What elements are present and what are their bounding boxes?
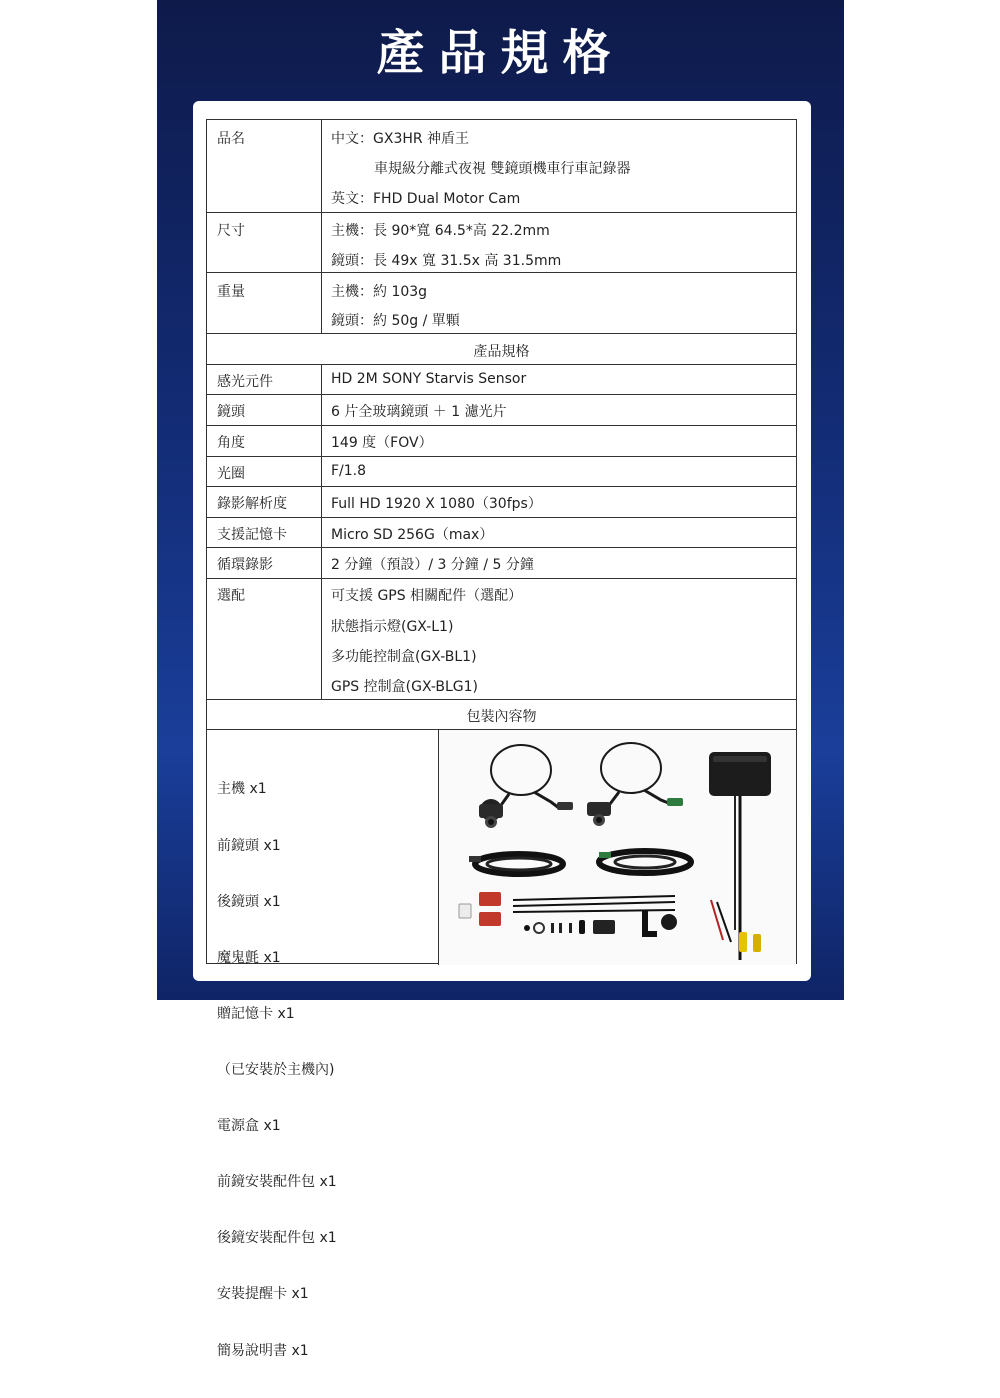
package-list	[217, 743, 337, 1398]
list-item: （已安裝於主機內)	[217, 1061, 335, 1078]
list-item: 後鏡安裝配件包 x1	[217, 1230, 337, 1247]
row-angle	[207, 425, 796, 456]
value-optional-1: 可支援 GPS 相關配件（選配）	[331, 588, 523, 604]
value-name-desc: 車規級分離式夜視 雙鏡頭機車行車記錄器	[374, 161, 631, 177]
label-size: 尺寸	[217, 223, 245, 239]
package-illustration	[439, 730, 796, 965]
spec-table	[206, 119, 797, 1359]
row-package-header	[207, 699, 796, 729]
label-optional: 選配	[217, 588, 245, 604]
label-name: 品名	[217, 131, 245, 147]
value-memory: Micro SD 256G（max）	[331, 527, 494, 543]
row-resolution	[207, 486, 796, 517]
row-sensor	[207, 364, 796, 394]
value-size-lens: 鏡頭：長 49x 寬 31.5x 高 31.5mm	[331, 253, 562, 269]
package-header: 包裝內容物	[466, 709, 537, 725]
value-sensor: HD 2M SONY Starvis Sensor	[331, 371, 527, 387]
label-memory: 支援記憶卡	[217, 527, 287, 543]
label-aperture: 光圈	[217, 466, 245, 482]
row-lens	[207, 394, 796, 425]
list-item: 安裝提醒卡 x1	[217, 1286, 309, 1303]
row-weight	[207, 272, 796, 333]
value-optional-4: GPS 控制盒(GX-BLG1)	[331, 679, 479, 695]
list-item: 主機 x1	[217, 781, 267, 798]
row-package	[207, 729, 796, 1359]
value-angle: 149 度（FOV）	[331, 435, 433, 451]
row-optional	[207, 578, 796, 699]
value-optional-2: 狀態指示燈(GX-L1)	[331, 619, 454, 635]
package-contents-photo	[438, 730, 796, 965]
spec-header: 產品規格	[473, 344, 530, 360]
value-loop: 2 分鐘（預設）/ 3 分鐘 / 5 分鐘	[331, 557, 534, 573]
list-item: 前鏡頭 x1	[217, 837, 281, 854]
row-name	[207, 120, 796, 212]
page-title: 產品規格	[376, 25, 625, 81]
label-resolution: 錄影解析度	[217, 496, 287, 512]
value-name-zh: 中文：GX3HR 神盾王	[331, 131, 470, 147]
row-aperture	[207, 456, 796, 486]
value-lens: 6 片全玻璃鏡頭 ＋ 1 濾光片	[331, 404, 507, 420]
list-item: 電源盒 x1	[217, 1118, 281, 1135]
label-loop: 循環錄影	[217, 557, 273, 573]
value-size-main: 主機：長 90*寬 64.5*高 22.2mm	[331, 223, 550, 239]
list-item: 後鏡頭 x1	[217, 893, 281, 910]
value-weight-lens: 鏡頭：約 50g / 單顆	[331, 313, 460, 329]
value-name-en: 英文：FHD Dual Motor Cam	[331, 191, 521, 207]
list-item: 前鏡安裝配件包 x1	[217, 1174, 337, 1191]
list-item: 簡易說明書 x1	[217, 1342, 309, 1359]
value-weight-main: 主機：約 103g	[331, 284, 428, 300]
value-optional-3: 多功能控制盒(GX-BL1)	[331, 649, 477, 665]
label-weight: 重量	[217, 284, 245, 300]
list-item: 贈記憶卡 x1	[217, 1005, 295, 1022]
label-angle: 角度	[217, 435, 245, 451]
value-resolution: Full HD 1920 X 1080（30fps）	[331, 496, 542, 512]
label-sensor: 感光元件	[217, 374, 273, 390]
row-loop	[207, 547, 796, 578]
row-spec-header	[207, 333, 796, 364]
label-lens: 鏡頭	[217, 404, 245, 420]
list-item: 魔鬼氈 x1	[217, 949, 281, 966]
row-memory	[207, 517, 796, 547]
value-aperture: F/1.8	[331, 463, 367, 479]
row-size	[207, 212, 796, 272]
